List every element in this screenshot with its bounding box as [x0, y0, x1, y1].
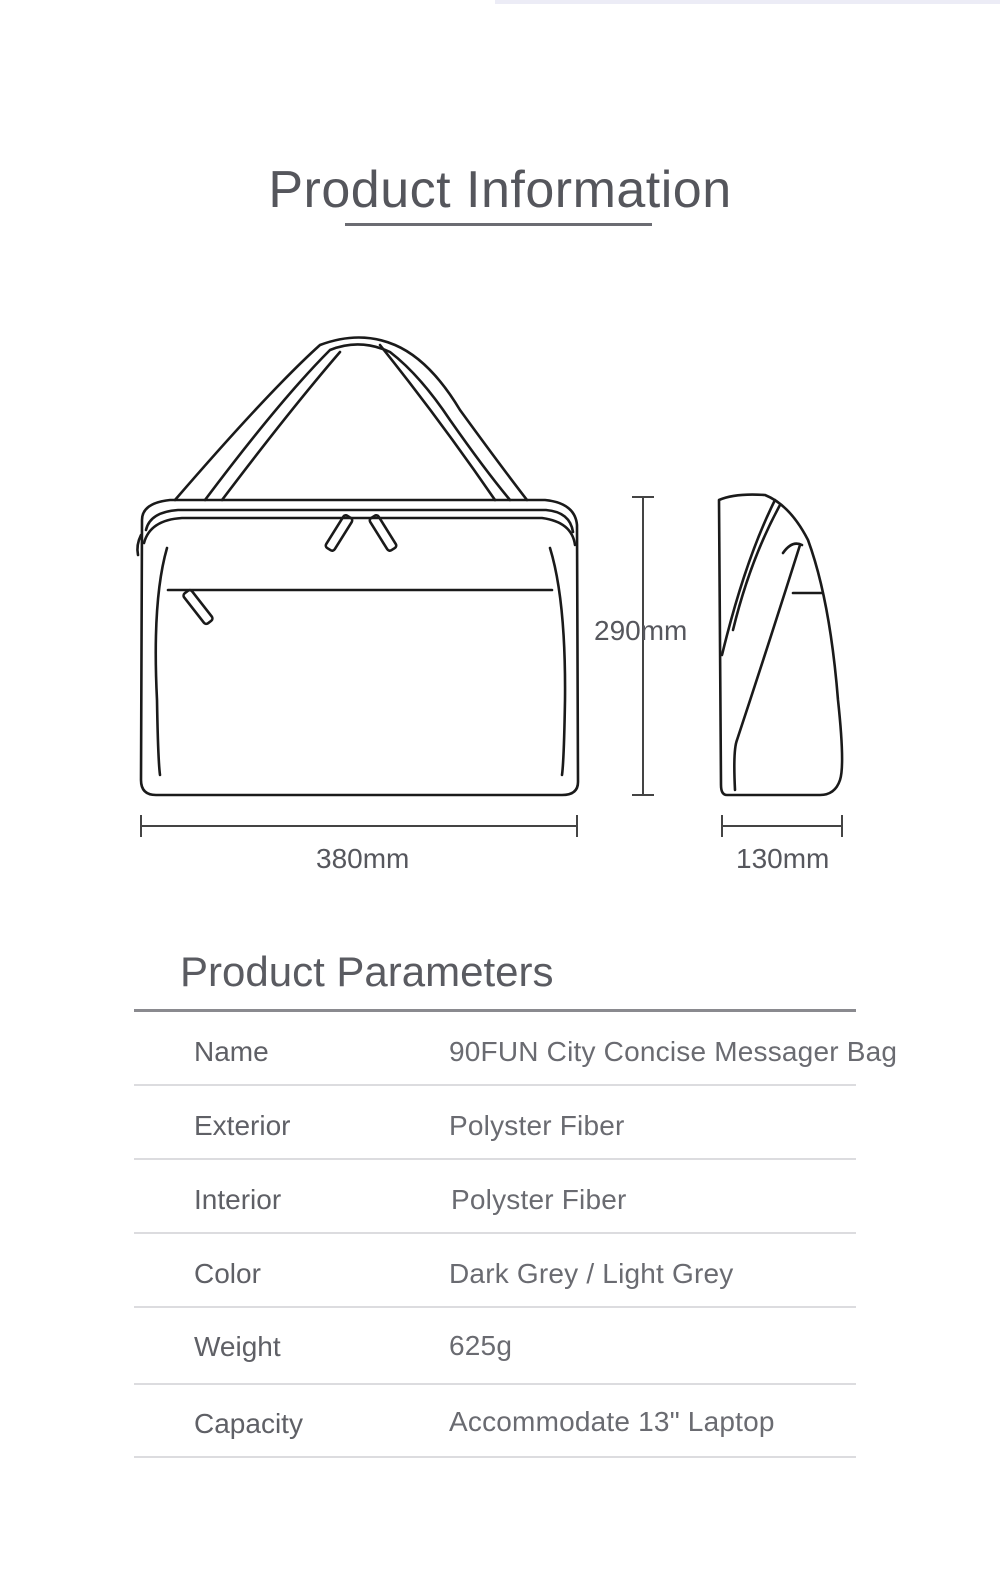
row-divider	[134, 1158, 856, 1160]
row-divider	[134, 1383, 856, 1385]
parameters-header-rule	[134, 1009, 856, 1012]
depth-dimension-line	[722, 815, 842, 837]
bag-front-view-illustration	[137, 338, 578, 796]
height-label: 290mm	[594, 615, 688, 646]
bag-side-view-illustration	[719, 495, 842, 795]
width-dimension-line	[141, 815, 577, 837]
param-value: 90FUN City Concise Messager Bag	[449, 1036, 898, 1067]
param-label: Name	[194, 1036, 269, 1067]
param-label: Color	[194, 1258, 261, 1289]
row-divider	[134, 1306, 856, 1308]
param-label: Capacity	[194, 1408, 303, 1439]
param-value: 625g	[449, 1330, 513, 1361]
param-label: Interior	[194, 1184, 282, 1215]
param-value: Dark Grey / Light Grey	[449, 1258, 734, 1289]
row-divider	[134, 1456, 856, 1458]
row-divider	[134, 1232, 856, 1234]
parameters-title: Product Parameters	[180, 948, 554, 995]
param-value: Accommodate 13" Laptop	[449, 1406, 775, 1437]
row-divider	[134, 1084, 856, 1086]
page-title: Product Information	[268, 161, 732, 219]
width-label: 380mm	[316, 843, 410, 874]
param-label: Weight	[194, 1331, 281, 1362]
depth-label: 130mm	[736, 843, 830, 874]
zipper-pull-icon	[182, 514, 397, 625]
param-value: Polyster Fiber	[449, 1110, 625, 1141]
param-value: Polyster Fiber	[451, 1184, 627, 1215]
param-label: Exterior	[194, 1110, 291, 1141]
